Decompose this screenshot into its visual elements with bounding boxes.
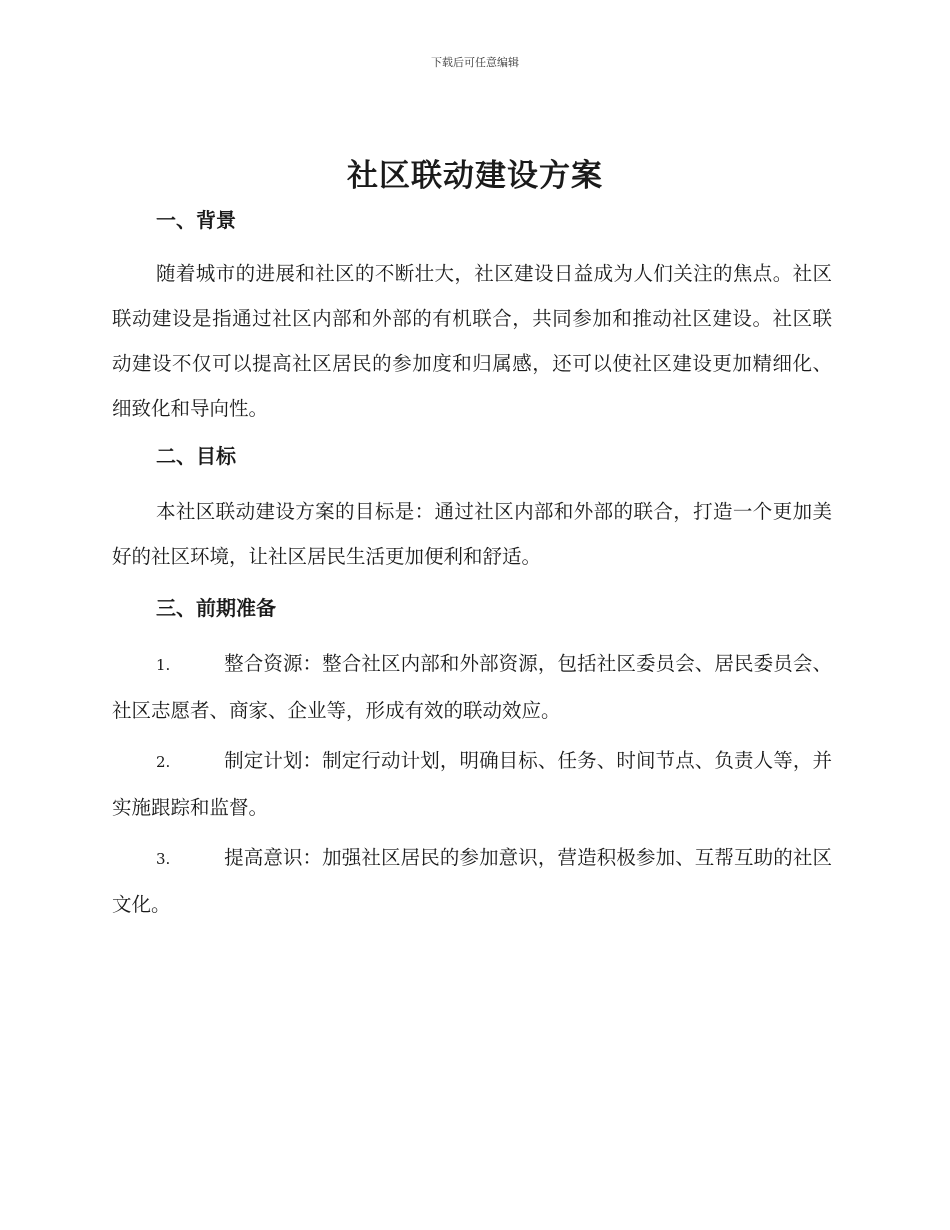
section-heading-background: 一、背景 xyxy=(156,208,236,232)
list-item xyxy=(112,738,832,830)
section-heading-goal: 二、目标 xyxy=(156,444,236,468)
list-item-number: 2. xyxy=(156,753,171,771)
list-item-number: 1. xyxy=(156,656,171,674)
paragraph-goal: 本社区联动建设方案的目标是：通过社区内部和外部的联合，打造一个更加美好的社区环境，让社区居民生活更加便利和舒适。 xyxy=(112,500,832,568)
list-item-text: 整合资源：整合社区内部和外部资源，包括社区委员会、居民委员会、社区志愿者、商家、企业等，形成有效的联动效应。 xyxy=(112,652,832,722)
list-item xyxy=(112,641,832,733)
paragraph-background: 随着城市的进展和社区的不断壮大，社区建设日益成为人们关注的焦点。社区联动建设是指通过社区内部和外部的有机联合，共同参加和推动社区建设。社区联动建设不仅可以提高社区居民的参加度和归属感，还可以使社区建设更加精细化、细致化和导向性。 xyxy=(112,262,832,420)
page-header: 下载后可任意编辑 xyxy=(431,56,519,69)
list-item xyxy=(112,835,832,927)
list-item-number: 3. xyxy=(156,850,171,868)
section-heading-preparation: 三、前期准备 xyxy=(156,596,276,620)
list-item-text: 制定计划：制定行动计划，明确目标、任务、时间节点、负责人等，并实施跟踪和监督。 xyxy=(112,749,832,819)
list-item-text: 提高意识：加强社区居民的参加意识，营造积极参加、互帮互助的社区文化。 xyxy=(112,846,832,916)
document-title: 社区联动建设方案 xyxy=(347,158,603,194)
